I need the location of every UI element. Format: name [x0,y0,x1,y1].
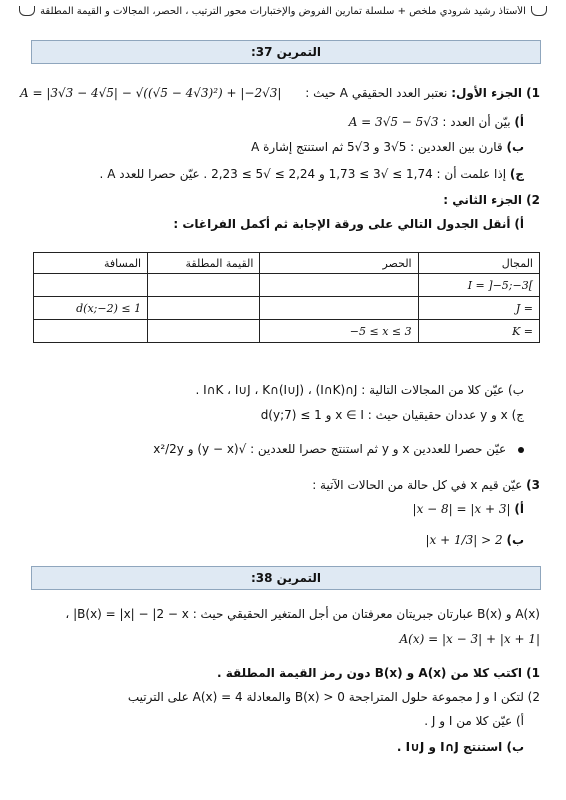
table-cell [34,320,148,343]
table-cell: I = ]−5;−3[ [418,274,539,297]
ex38-q1-line [20,666,540,680]
ex38-q2-line [20,690,540,704]
bullet-icon [518,447,524,453]
part2-label: 2) الجزء الثاني : [443,193,540,207]
q-b-line [20,140,524,154]
q3-b-line [20,533,524,547]
q3-a-label: أ) [514,502,524,516]
table-cell [148,274,260,297]
ex38-q1-text: 1) اكتب كلا من A(x) و B(x) دون رمز القيمة المطلقة . [216,666,540,680]
exercise-37-title-bar [31,40,541,64]
table-cell: −5 ≤ x ≤ 3 [260,320,418,343]
q3-label: 3) [526,478,540,492]
ex38-intro-line [20,607,540,621]
exercise-38-title: التمرين 38: [250,571,322,585]
page-header [10,6,556,26]
table-cell [148,320,260,343]
table-cell: J = [418,297,539,320]
q-c-label: ج) [509,167,524,181]
part2-b-text: ب) عيّن كلا من المجالات التالية : I∩K ، I∪J ، K∩(I∪J) ، (I∩K)∩J . [195,383,524,397]
part1-text: نعتبر العدد الحقيقي A حيث : [305,86,448,100]
q-a-label: أ) [514,115,524,129]
part2-a-label: أ) [514,217,524,231]
q3-b-formula: |x + 1/3| > 2 [425,533,503,547]
table-cell: d(x;−2) ≤ 1 [34,297,148,320]
bullet-text: عيّن حصرا للعددين x و y ثم استنتج حصرا للعددين : √(y − x) و x²/2y [153,442,507,456]
part2-c-line [20,408,524,422]
ex38-q2-a-line [20,714,524,728]
part2-a-line [20,217,524,231]
part2-c-text: ج) x و y عددان حقيقيان حيث : x ∈ I و d(y;7) ≤ 1 [260,408,524,422]
q-b-label: ب) [506,140,524,154]
part2-a-text: أنقل الجدول التالي على ورقة الإجابة ثم أكمل الفراغات : [173,217,511,231]
table-header-cell: المسافة [34,253,148,274]
exercise-38-title-bar [31,566,541,590]
q3-text: عيّن قيم x في كل حالة من الحالات الآتية : [312,478,523,492]
part1-formula: A = |3√3 − 4√5| − √((√5 − 4√3)²) + |−2√3| [20,86,282,100]
part2-b-line [20,383,524,397]
header-book-icon [531,6,547,16]
bullet-line [20,442,524,456]
table-cell [260,274,418,297]
part2-line [20,193,540,207]
q3-a-formula: |x − 8| = |x + 3| [412,502,511,516]
table-header-row [34,253,540,274]
table-cell [148,297,260,320]
intervals-table [33,252,540,343]
q3-a-line [20,502,524,516]
q3-line [20,478,540,492]
q-b-text: قارن بين العددين : 5√3 و 3√5 ثم استنتج إشارة A [251,140,503,154]
part1-label: 1) الجزء الأول: [451,86,540,100]
table-cell [260,297,418,320]
q-a-text: بيّن أن العدد : [442,115,511,129]
ex38-q2-a-text: أ) عيّن كلا من I و J . [424,714,524,728]
table-row [34,320,540,343]
exercise-37-title: التمرين 37: [250,45,322,59]
q-a-formula: A = 3√5 − 5√3 [348,115,439,129]
table-cell: K = [418,320,539,343]
table-header-cell: الحصر [260,253,418,274]
header-book-icon [19,6,35,16]
q3-b-label: ب) [506,533,524,547]
q-c-text: إذا علمت أن : 1,74 ≥ √3 ≥ 1,73 و 2,24 ≥ √5 ≥ 2,23 . عيّن حصرا للعدد A . [99,167,507,181]
header-text: الأستاذ رشيد شرودي ملخص + سلسلة تمارين الفروض والإختبارات محور الترتيب ، الحصر، المجالات و القيمة المطلقة [40,6,526,17]
table-header-cell: المجال [418,253,539,274]
q-a-line [20,115,524,129]
ex38-q2-b-line [20,740,524,754]
ex38-intro-text: A(x) و B(x) عبارتان جبريتان معرفتان من أجل المتغير الحقيقي حيث : B(x) = |x| − |2 − x| ، [65,607,540,621]
part1-line [20,86,540,100]
ex38-formula-line [20,632,540,646]
q-c-line [20,167,524,181]
table-header-cell: القيمة المطلقة [148,253,260,274]
ex38-q2-b-text: ب) استنتج I∩J و I∪J . [396,740,524,754]
ex38-q2-text: 2) لتكن I و J مجموعة حلول المتراجحة B(x) > 0 والمعادلة A(x) = 4 على الترتيب [127,690,540,704]
table-row [34,274,540,297]
ex38-intro-formula: A(x) = |x − 3| + |x + 1| [399,632,540,646]
table-cell [34,274,148,297]
table-row [34,297,540,320]
